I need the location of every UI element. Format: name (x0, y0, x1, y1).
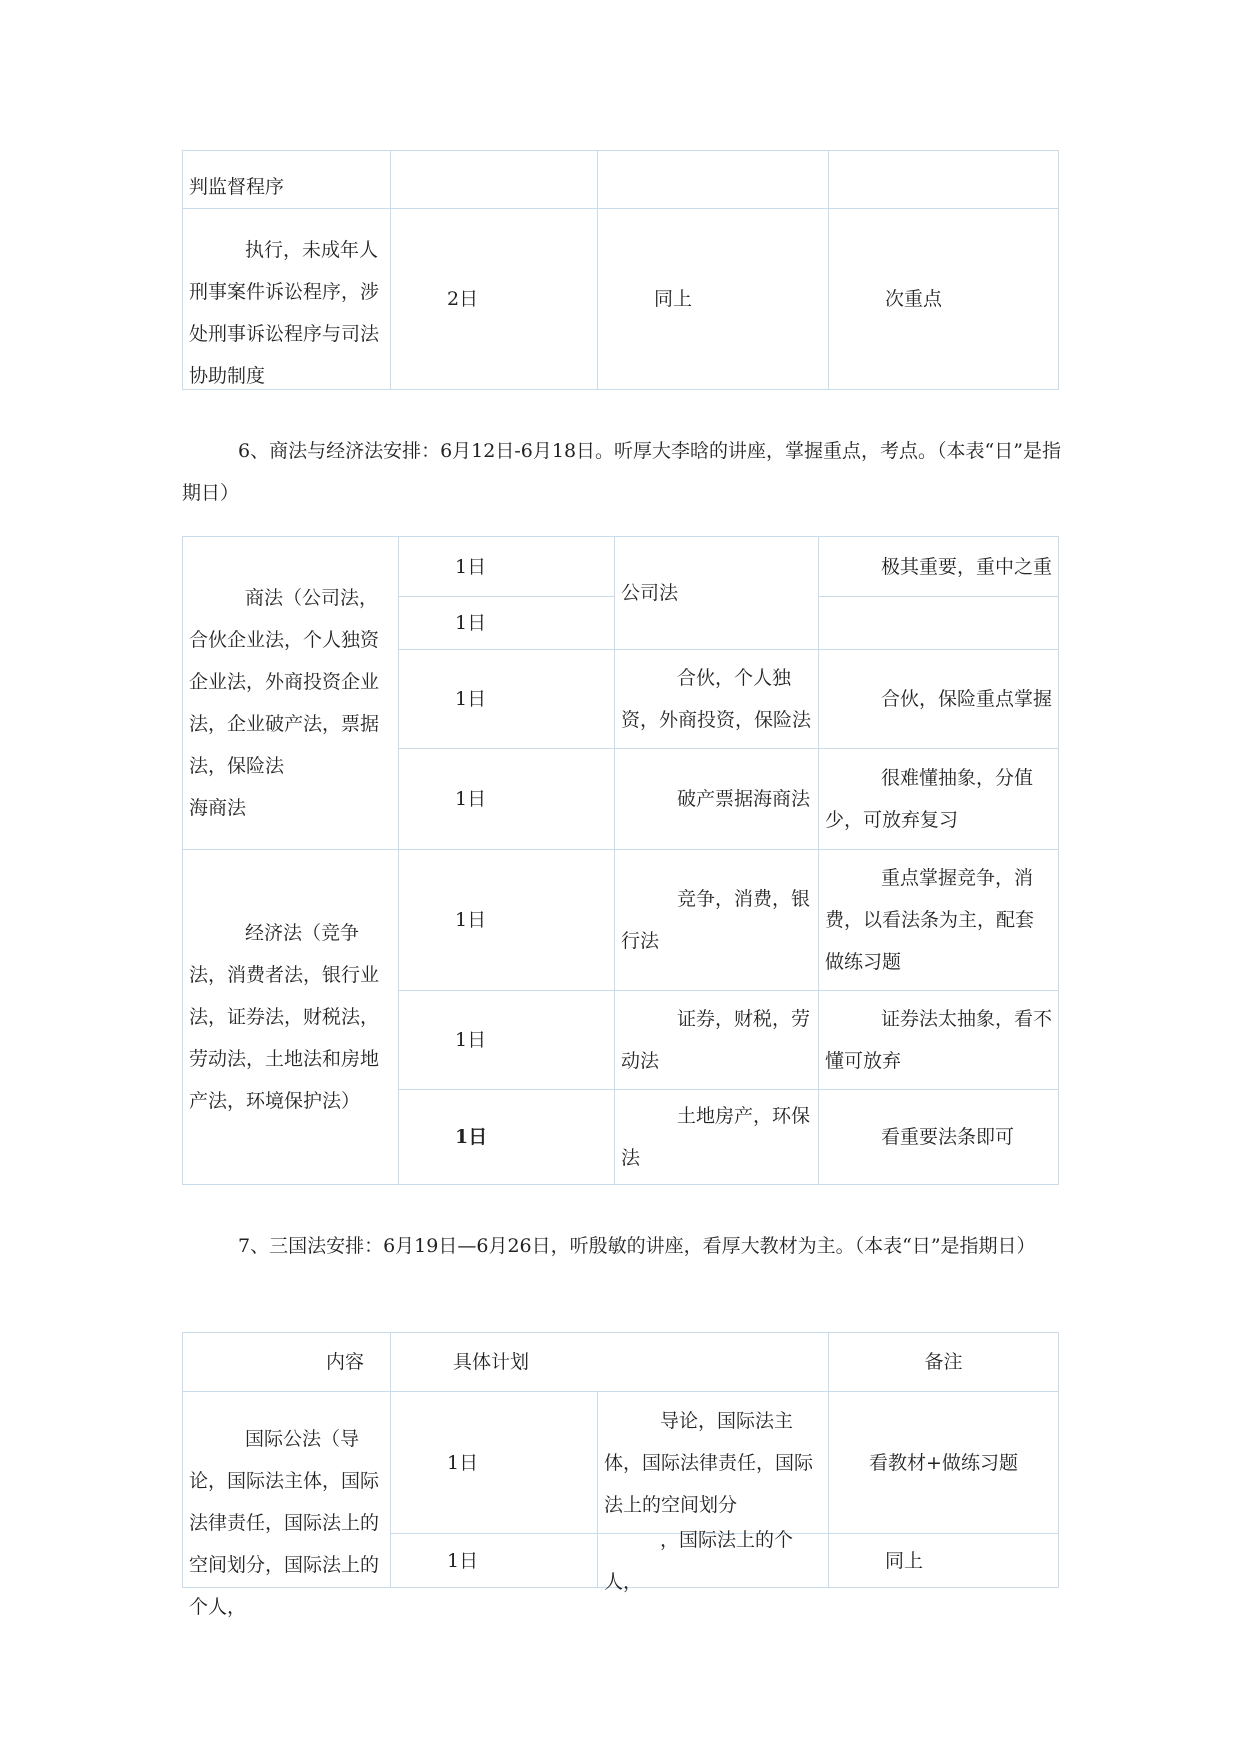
table-header-note (828, 1332, 1059, 1392)
cell-text: 破产票据海商法 (677, 788, 811, 810)
cell-text: 看教材+做练习题 (869, 1451, 1018, 1474)
cell-text: ，国际法上的个人， (604, 1528, 794, 1593)
cell-text: 同上 (885, 1549, 924, 1572)
cell-text: 土地房产，环保法 (621, 1105, 811, 1169)
table-cell-note (818, 536, 1059, 597)
table-cell-days (390, 208, 598, 390)
table-cell-days (398, 990, 615, 1090)
table-cell-days (398, 596, 615, 650)
cell-text: 1日 (447, 1549, 479, 1572)
cell-text: 1日 (455, 612, 487, 634)
cell-text: 1日 (455, 688, 487, 710)
header-text: 具体计划 (453, 1351, 530, 1373)
cell-text: 同上 (654, 288, 693, 310)
table-cell-content (182, 208, 391, 390)
cell-text: 看重要法条即可 (881, 1126, 1015, 1148)
cell-text: 1日 (455, 1029, 487, 1051)
table-cell-note (828, 1391, 1059, 1534)
table-cell-note (818, 990, 1059, 1090)
table-cell-plan (614, 849, 819, 991)
header-text: 内容 (325, 1351, 364, 1373)
table-cell-plan (614, 649, 819, 749)
table-cell-content (182, 150, 391, 209)
table-header-content (182, 1332, 391, 1392)
table-cell-plan (597, 208, 829, 390)
table-cell-days (398, 748, 615, 850)
table-cell-note (828, 1533, 1059, 1588)
section-7-paragraph (182, 1225, 1062, 1267)
table-cell-days (390, 1533, 598, 1588)
cell-text: 2日 (447, 288, 479, 310)
cell-text: 执行，未成年人刑事案件诉讼程序，涉处刑事诉讼程序与司法协助制度 (189, 239, 380, 387)
table-cell-note (818, 649, 1059, 749)
table-cell-note (828, 208, 1059, 390)
cell-text: 经济法（竞争法，消费者法，银行业法，证券法，财税法，劳动法，土地法和房地产法，环境保护法） (189, 922, 380, 1112)
table-cell-days (398, 536, 615, 597)
cell-text: 证券法太抽象，看不懂可放弃 (825, 1008, 1053, 1072)
cell-text: 国际公法（导论，国际法主体，国际法律责任，国际法上的空间划分，国际法上的个人， (189, 1428, 380, 1618)
table-header-plan (390, 1332, 829, 1392)
cell-text: 1日 (455, 1126, 488, 1148)
cell-text: 竞争，消费，银行法 (621, 888, 811, 952)
cell-text: 导论，国际法主体，国际法律责任，国际法上的空间划分 (604, 1409, 814, 1516)
cell-text: 极其重要，重中之重 (881, 555, 1053, 578)
cell-text: 合伙，个人独资，外商投资，保险法 (621, 667, 812, 731)
cell-text: 1日 (447, 1451, 479, 1474)
cell-text: 商法（公司法，合伙企业法，个人独资企业法，外商投资企业法，企业破产法，票据法，保险法 海商法 (189, 587, 380, 819)
table-cell-plan (597, 1528, 829, 1593)
cell-text: 证券，财税，劳动法 (621, 1008, 811, 1072)
table-cell-plan (614, 1089, 819, 1185)
table-cell-plan (597, 1391, 829, 1534)
table-cell-plan (614, 990, 819, 1090)
table-cell-note (818, 596, 1059, 650)
cell-text: 很难懂抽象，分值少，可放弃复习 (825, 767, 1034, 831)
table-cell-days (390, 1391, 598, 1534)
table-cell-days (390, 150, 598, 209)
table-cell-days (398, 1089, 615, 1185)
table-cell-days (398, 649, 615, 749)
table-cell-note (818, 1089, 1059, 1185)
table-cell-plan (614, 748, 819, 850)
table-cell-days (398, 849, 615, 991)
table-cell-plan (597, 150, 829, 209)
paragraph-text: 7、三国法安排：6月19日—6月26日，听殷敏的讲座，看厚大教材为主。（本表“日”是指期日） (238, 1235, 1036, 1257)
cell-text: 1日 (455, 909, 487, 931)
table-cell-content (182, 1391, 391, 1618)
table-cell-note (818, 748, 1059, 850)
cell-text: 1日 (455, 788, 487, 810)
paragraph-text: 6、商法与经济法安排：6月12日-6月18日。听厚大李晗的讲座，掌握重点，考点。（本表“日”是指期日） (182, 440, 1061, 504)
cell-text: 合伙，保险重点掌握 (881, 688, 1053, 710)
cell-text: 次重点 (885, 288, 943, 310)
table-cell-plan (614, 536, 819, 650)
cell-text: 1日 (455, 555, 487, 578)
cell-text: 判监督程序 (189, 176, 285, 198)
section-6-paragraph (182, 430, 1062, 514)
table-cell-content (182, 536, 399, 850)
table-cell-note (828, 150, 1059, 209)
cell-text: 公司法 (621, 582, 679, 604)
header-text: 备注 (924, 1351, 963, 1373)
cell-text: 重点掌握竞争，消费，以看法条为主，配套做练习题 (825, 867, 1035, 973)
table-cell-note (818, 849, 1059, 991)
table-cell-content (182, 849, 399, 1185)
